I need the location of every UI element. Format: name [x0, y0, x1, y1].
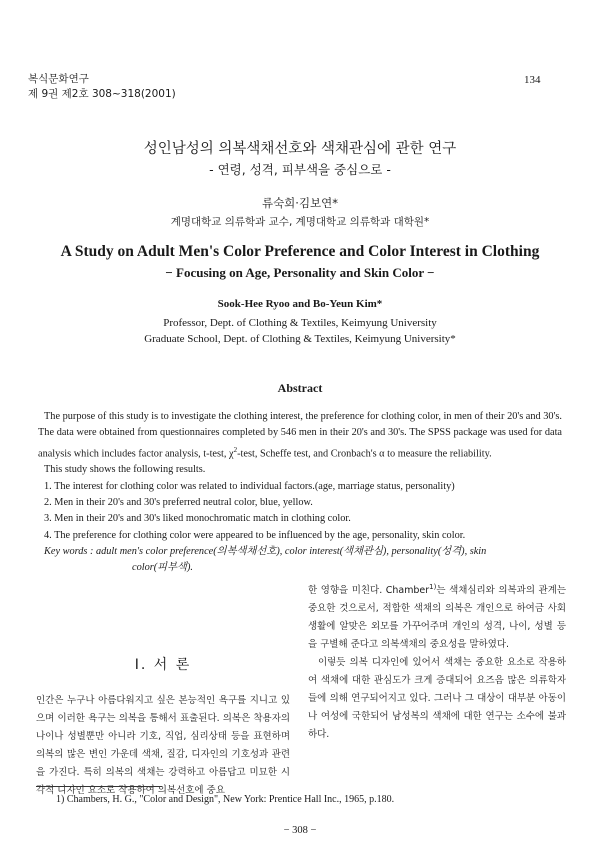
english-affiliation-2: Graduate School, Dept. of Clothing & Textiles, Keimyung University* [144, 333, 456, 345]
journal-header [28, 72, 176, 102]
keywords-line-2: color(피부색). [132, 562, 194, 574]
result-item: 2. Men in their 20's and 30's preferred neutral color, blue, yellow. [44, 496, 313, 508]
results-list [38, 479, 562, 544]
abstract-text-b: -test, Scheffe test, and Cronbach's α to measure the reliability. [237, 448, 492, 460]
left-column [36, 634, 290, 800]
result-item: 1. The interest for clothing color was related to individual factors.(age, marriage status, personality) [44, 480, 455, 492]
footnote-ref: 1) [429, 583, 437, 591]
right-text-a: 한 영향을 미친다. Chamber [308, 585, 430, 597]
result-item: 3. Men in their 20's and 30's liked monochromatic match in clothing color. [44, 513, 351, 525]
korean-authors: 류숙희·김보연* [261, 196, 339, 210]
top-page-number: 134 [524, 74, 541, 86]
english-title: A Study on Adult Men's Color Preference and Color Interest in Clothing [60, 243, 540, 260]
english-subtitle: − Focusing on Age, Personality and Skin Color − [165, 265, 435, 280]
footnote: 1) Chambers, H. G., "Color and Design", New York: Prentice Hall Inc., 1965, p.180. [56, 794, 395, 805]
keywords-line-1: Key words : adult men's color preference(의복색채선호), color interest(색채관심), personality(성격), skin [44, 545, 487, 557]
result-item: 4. The preference for clothing color were appeared to be influenced by the age, personality, skin color. [44, 529, 466, 541]
korean-title: 성인남성의 의복색채선호와 색채관심에 관한 연구 [143, 141, 457, 157]
section-heading: I. 서 론 [134, 657, 192, 673]
english-affiliation-1: Professor, Dept. of Clothing & Textiles, Keimyung University [163, 317, 437, 329]
journal-volume: 제 9권 제2호 308~318(2001) [28, 88, 176, 100]
abstract-paragraph [38, 409, 562, 462]
right-paragraph-1 [308, 578, 566, 654]
right-paragraph-2: 이렇듯 의복 디자인에 있어서 색채는 중요한 요소로 작용하여 색채에 대한 관심도가 크게 증대되어 요즈음 많은 의류학자들에 의해 연구되어지고 있다. 그러나 그 대상이 대부분 아동이나 여성에 국한되어 남성복의 색채에 대한 연구는 소수에 불과하다. [308, 657, 566, 741]
right-text-b: 는 색채심리와 의복과의 관계는 중요한 것으로서, 적합한 색채의 의복은 개인으로 하여금 사회생활에 알맞은 외모를 가꾸어주며 개인의 성격, 나이, 성별 등을 구별해 준다고 의복색채의 중요성을 말하였다. [308, 585, 566, 651]
chi-square-superscript: 2 [233, 445, 238, 454]
korean-affiliation: 계명대학교 의류학과 교수, 계명대학교 의류학과 대학원* [170, 216, 430, 228]
results-intro: This study shows the following results. [44, 464, 206, 476]
journal-name: 복식문화연구 [28, 73, 89, 85]
abstract-text-a: The purpose of this study is to investigate the clothing interest, the preference for clothing color, in men of their 20's and 30's. The data were obtained from questionnaires completed by 546 men in their 20's and 30's. The SPSS package was used for data analysis which includes factor analysis, t-test, χ [38, 411, 562, 460]
intro-paragraph: 인간은 누구나 아름다워지고 싶은 본능적인 욕구를 지니고 있으며 이러한 욕구는 의복을 통해서 표출된다. 의복은 착용자의 나이나 성별뿐만 아니라 기호, 직업, 심리상태 등을 표현하며 의복의 많은 변인 가운데 색채, 질감, 디자인의 기호성과 관련을 가진다. 특히 의복의 색채는 강력하고 아름답고 미묘한 시각적 디자인 요소로 작용하여 의복선호에 중요 [36, 695, 290, 796]
abstract-heading: Abstract [277, 381, 323, 395]
right-column [308, 578, 566, 744]
korean-subtitle: - 연령, 성격, 피부색을 중심으로 - [209, 162, 391, 177]
english-authors: Sook-Hee Ryoo and Bo-Yeun Kim* [217, 298, 383, 310]
abstract-body [38, 409, 562, 576]
bottom-page-number: − 308 − [283, 825, 317, 836]
footnote-rule [36, 786, 162, 787]
